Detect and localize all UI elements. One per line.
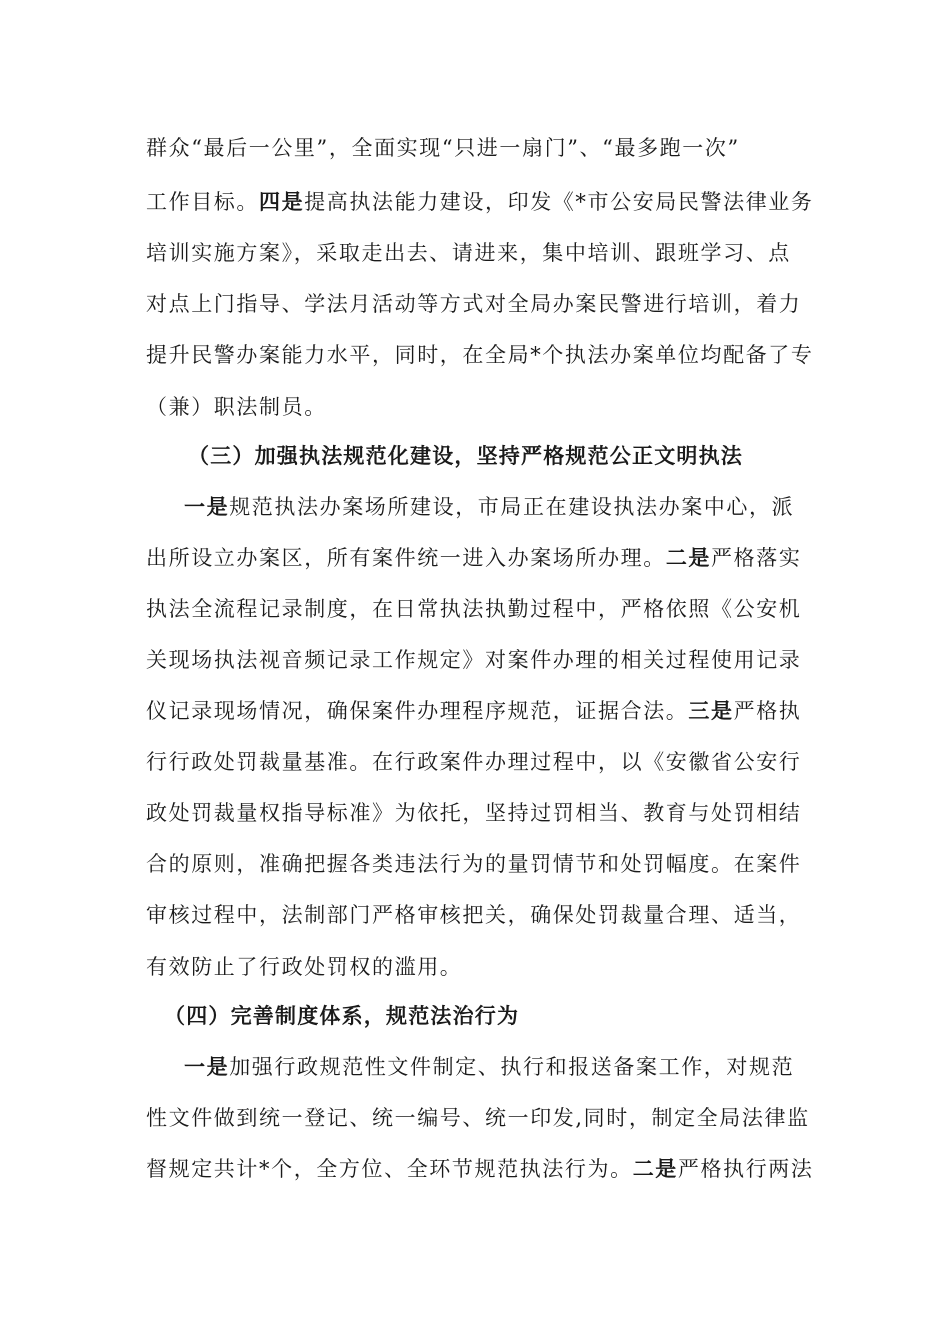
body-line — [146, 134, 806, 162]
text-run: 严格执 — [733, 699, 802, 723]
body-line — [146, 341, 814, 369]
section-heading — [188, 442, 848, 470]
text-run: 规范执法办案场所建设，市局正在建设执法办案中心，派 — [229, 495, 795, 519]
body-line — [146, 799, 806, 827]
body-line — [184, 1053, 806, 1081]
body-line — [146, 393, 806, 421]
text-run: 审核过程中，法制部门严格审核把关，确保处罚裁量合理、适当， — [146, 903, 802, 927]
body-line — [146, 188, 814, 216]
text-run: 群众“最后一公里”，全面实现“只进一扇门”、“最多跑一次” — [146, 136, 740, 160]
body-line — [146, 748, 806, 776]
body-line — [146, 1155, 814, 1183]
text-run: 关现场执法视音频记录工作规定》对案件办理的相关过程使用记录 — [146, 648, 802, 672]
text-run: 行行政处罚裁量基准。在行政案件办理过程中，以《安徽省公安行 — [146, 750, 802, 774]
body-line — [146, 290, 806, 318]
bold-text-run: 一是 — [184, 494, 230, 519]
bold-text-run: （四）完善制度体系，规范法治行为 — [164, 1003, 520, 1028]
text-run: 培训实施方案》，采取走出去、请进来，集中培训、跟班学习、点 — [146, 241, 791, 265]
bold-text-run: 二是 — [665, 545, 712, 570]
bold-text-run: 三是 — [688, 698, 734, 723]
body-line — [146, 697, 806, 725]
text-run: 合的原则，准确把握各类违法行为的量罚情节和处罚幅度。在案件 — [146, 852, 802, 876]
section-heading — [164, 1002, 824, 1030]
bold-text-run: 四是 — [259, 189, 305, 214]
text-run: 性文件做到统一登记、统一编号、统一印发,同时，制定全局法律监 — [146, 1106, 810, 1130]
text-run: （兼）职法制员。 — [146, 395, 327, 419]
body-line — [146, 544, 806, 572]
text-run: 政处罚裁量权指导标准》为依托，坚持过罚相当、教育与处罚相结 — [146, 801, 802, 825]
text-run: 对点上门指导、学法月活动等方式对全局办案民警进行培训，着力 — [146, 292, 802, 316]
body-line — [146, 901, 806, 929]
text-run: 有效防止了行政处罚权的滥用。 — [146, 955, 463, 979]
body-line — [146, 953, 806, 981]
text-run: 严格落实 — [711, 546, 802, 570]
text-run: 仪记录现场情况，确保案件办理程序规范，证据合法。 — [146, 699, 689, 723]
body-line — [146, 1104, 810, 1132]
text-run: 出所设立办案区，所有案件统一进入办案场所办理。 — [146, 546, 666, 570]
text-run: 提升民警办案能力水平，同时，在全局*个执法办案单位均配备了专 — [146, 343, 814, 367]
body-line — [184, 493, 806, 521]
body-line — [146, 239, 806, 267]
text-run: 提高执法能力建设，印发《*市公安局民警法律业务 — [304, 190, 814, 214]
bold-text-run: （三）加强执法规范化建设，坚持严格规范公正文明执法 — [188, 443, 743, 468]
text-run: 执法全流程记录制度，在日常执法执勤过程中，严格依照《公安机 — [146, 597, 802, 621]
text-run: 加强行政规范性文件制定、执行和报送备案工作，对规范 — [229, 1055, 795, 1079]
text-run: 督规定共计*个，全方位、全环节规范执法行为。 — [146, 1157, 633, 1181]
body-line — [146, 595, 806, 623]
bold-text-run: 二是 — [632, 1156, 678, 1181]
body-line — [146, 850, 806, 878]
text-run: 严格执行两法 — [677, 1157, 814, 1181]
bold-text-run: 一是 — [184, 1054, 230, 1079]
body-line — [146, 646, 806, 674]
text-run: 工作目标。 — [146, 190, 259, 214]
